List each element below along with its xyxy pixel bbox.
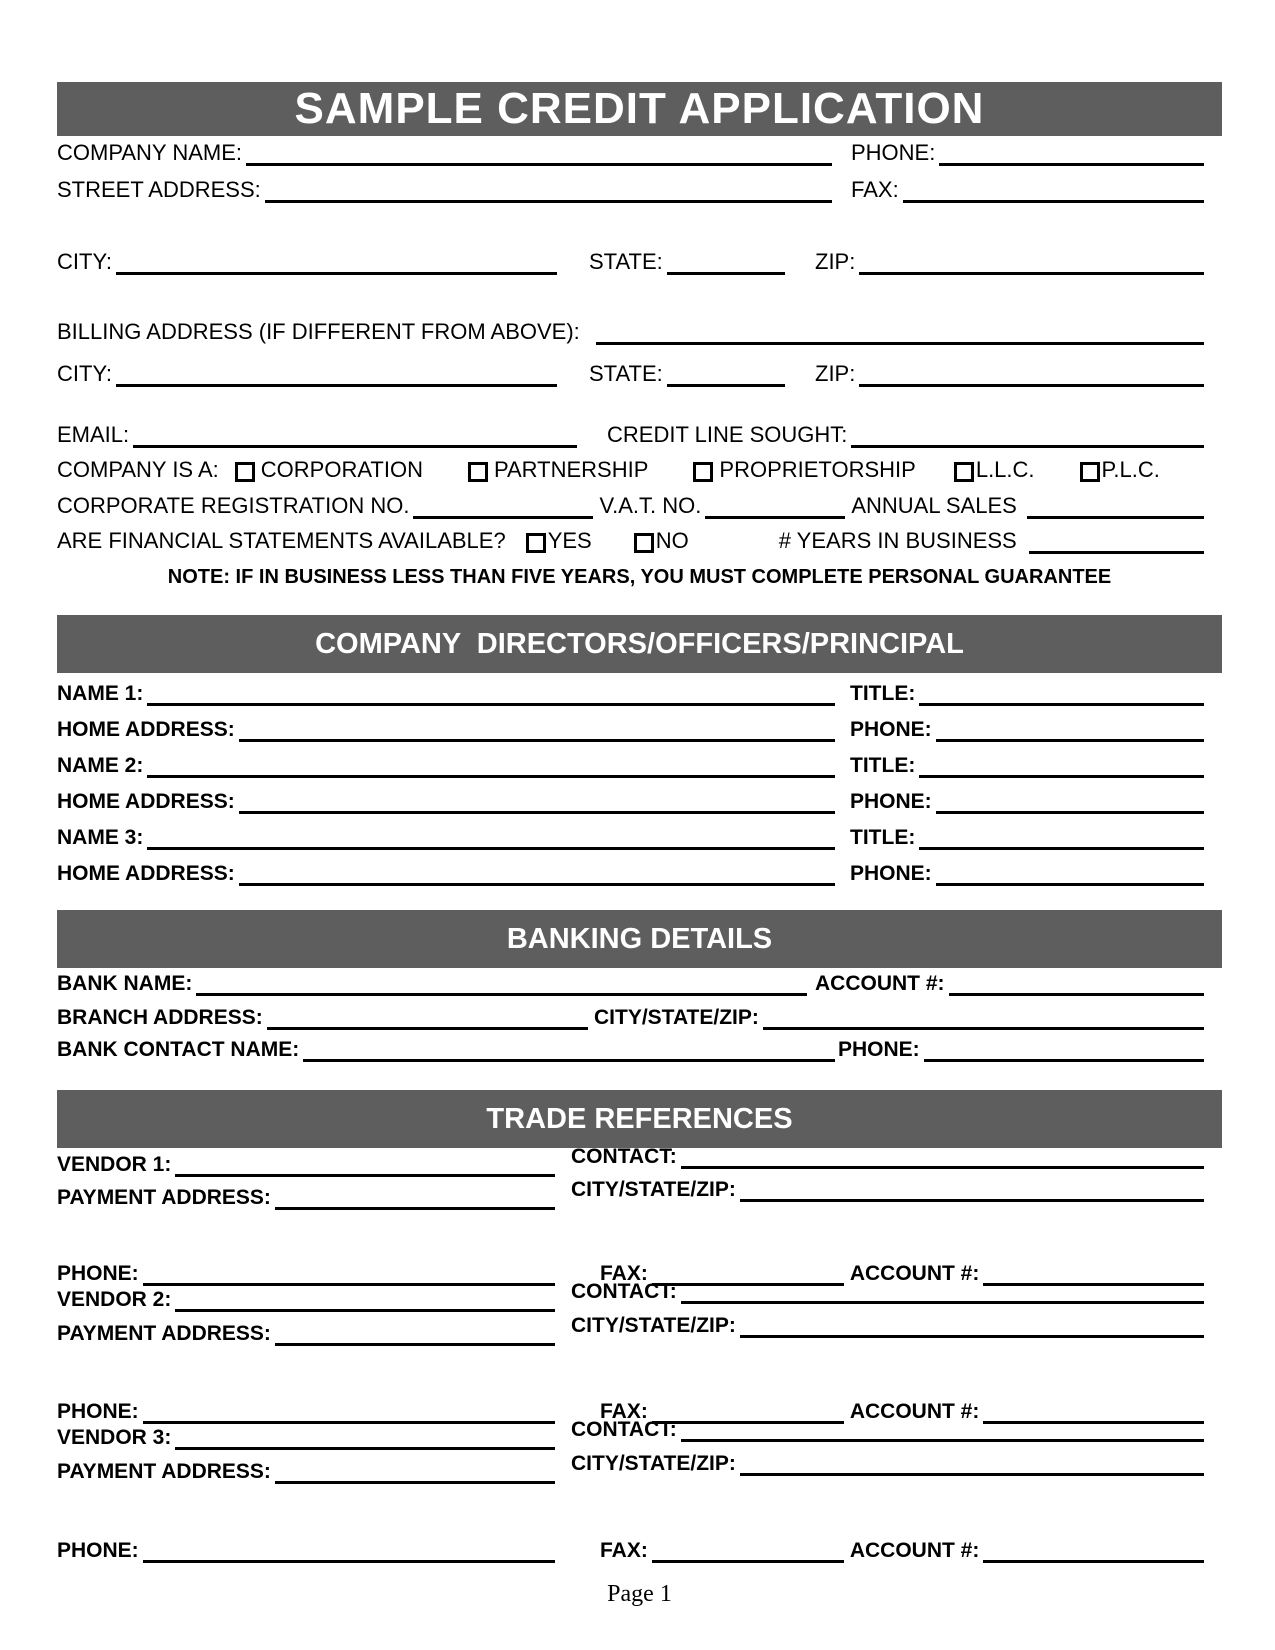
vat-line[interactable] (705, 512, 845, 519)
contact2-field (571, 1280, 1204, 1304)
bank-name-line[interactable] (196, 989, 807, 996)
billing-state-line[interactable] (667, 380, 785, 387)
corporate-registration-line[interactable] (413, 512, 593, 519)
director-phone2-field (850, 790, 1204, 814)
vendor1-fax-label: FAX: (600, 1262, 648, 1285)
yes-label: YES (547, 528, 592, 553)
vendor3-account-label: ACCOUNT #: (849, 1539, 980, 1562)
email-creditline-row (57, 422, 1222, 448)
vat-label: V.A.T. NO. (599, 493, 702, 518)
annual-sales-label: ANNUAL SALES (851, 493, 1017, 518)
bank-account-label: ACCOUNT #: (815, 972, 945, 995)
vendor1-phone-field (57, 1262, 555, 1286)
partnership-label: PARTNERSHIP (493, 457, 649, 482)
payment-address3-row (57, 1452, 1222, 1484)
state-field (589, 249, 785, 275)
no-checkbox[interactable] (634, 533, 654, 553)
director-phone3-field (850, 862, 1204, 886)
contact3-line[interactable] (681, 1435, 1204, 1442)
street-address-line[interactable] (265, 196, 832, 203)
title3-field (850, 826, 1204, 850)
financial-statements-label: ARE FINANCIAL STATEMENTS AVAILABLE? (57, 528, 506, 553)
home-address3-field (57, 862, 835, 886)
yes-option[interactable] (526, 528, 596, 554)
bank-phone-field (838, 1038, 1204, 1062)
home-address2-label: HOME ADDRESS: (57, 790, 235, 813)
annual-sales-line[interactable] (1027, 512, 1204, 519)
credit-line-line[interactable] (851, 441, 1204, 448)
vendor3-phone-row (57, 1537, 1222, 1563)
bank-citystatezip-label: CITY/STATE/ZIP: (594, 1006, 759, 1029)
payment-address3-label: PAYMENT ADDRESS: (57, 1460, 271, 1483)
credit-line-label: CREDIT LINE SOUGHT: (607, 422, 848, 447)
city-label: CITY: (57, 249, 113, 274)
vendor3-phone-line[interactable] (143, 1556, 555, 1563)
bank-contact-line[interactable] (303, 1055, 835, 1062)
company-is-a-label: COMPANY IS A: (57, 457, 219, 482)
proprietorship-label: PROPRIETORSHIP (719, 457, 916, 482)
contact1-label: CONTACT: (571, 1145, 677, 1168)
billing-address-line[interactable] (596, 338, 1204, 345)
registration-row (57, 493, 1222, 519)
contact3-label: CONTACT: (571, 1418, 677, 1441)
billing-city-line[interactable] (116, 380, 557, 387)
title2-line[interactable] (919, 771, 1204, 778)
phone-line[interactable] (939, 159, 1204, 166)
city-line[interactable] (116, 268, 557, 275)
vendor3-fax-label: FAX: (600, 1539, 648, 1562)
bank-name-label: BANK NAME: (57, 972, 193, 995)
director-phone2-line[interactable] (936, 807, 1204, 814)
home-address2-field (57, 790, 835, 814)
corporation-checkbox[interactable] (235, 462, 255, 482)
fax-field (851, 177, 1204, 203)
company-type-row (57, 457, 1222, 483)
company-name-phone-row (57, 140, 1222, 166)
years-in-business-line[interactable] (1029, 547, 1204, 554)
no-label: NO (655, 528, 689, 553)
proprietorship-option[interactable] (693, 457, 919, 483)
vendor2-fax-label: FAX: (600, 1400, 648, 1423)
billing-city-state-zip-row (57, 361, 1222, 387)
vendor2-label: VENDOR 2: (57, 1288, 172, 1311)
home-address2-row (57, 788, 1222, 814)
payment-address2-line[interactable] (275, 1339, 555, 1346)
billing-address-label: BILLING ADDRESS (IF DIFFERENT FROM ABOVE): (57, 319, 580, 344)
branch-address-line[interactable] (267, 1023, 588, 1030)
billing-state-field (589, 361, 785, 387)
company-name-line[interactable] (246, 159, 832, 166)
fax-label: FAX: (851, 177, 899, 202)
vendor2-line[interactable] (175, 1305, 555, 1312)
plc-label: P.L.C. (1101, 457, 1160, 482)
payment-address2-row (57, 1314, 1222, 1346)
branch-address-label: BRANCH ADDRESS: (57, 1006, 263, 1029)
name3-field (57, 826, 835, 850)
vendor1-citystatezip-line[interactable] (740, 1195, 1204, 1202)
llc-checkbox[interactable] (954, 462, 974, 482)
vendor2-citystatezip-field (571, 1314, 1204, 1338)
section-directors-header: COMPANY DIRECTORS/OFFICERS/PRINCIPAL (57, 615, 1222, 673)
page-number: Page 1 (607, 1581, 672, 1607)
street-fax-row (57, 177, 1222, 203)
vendor2-phone-field (57, 1400, 555, 1424)
contact2-line[interactable] (681, 1297, 1204, 1304)
plc-checkbox[interactable] (1080, 462, 1100, 482)
vendor1-field (57, 1153, 555, 1177)
bank-phone-label: PHONE: (838, 1038, 920, 1061)
proprietorship-checkbox[interactable] (693, 462, 713, 482)
fax-line[interactable] (903, 196, 1204, 203)
vendor3-label: VENDOR 3: (57, 1426, 172, 1449)
billing-zip-label: ZIP: (815, 361, 856, 386)
vendor1-label: VENDOR 1: (57, 1153, 172, 1176)
zip-line[interactable] (859, 268, 1204, 275)
bank-account-line[interactable] (949, 989, 1205, 996)
street-address-label: STREET ADDRESS: (57, 177, 261, 202)
street-address-field (57, 177, 832, 203)
vendor1-row (57, 1145, 1222, 1177)
home-address1-field (57, 718, 835, 742)
email-label: EMAIL: (57, 422, 130, 447)
home-address1-row (57, 716, 1222, 742)
director-phone3-line[interactable] (936, 879, 1204, 886)
contact1-line[interactable] (681, 1162, 1204, 1169)
note-text: NOTE: IF IN BUSINESS LESS THAN FIVE YEARS, YOU MUST COMPLETE PERSONAL GUARANTEE (167, 566, 1112, 588)
vendor3-phone-label: PHONE: (57, 1539, 139, 1562)
corporation-label: CORPORATION (260, 457, 423, 482)
billing-city-label: CITY: (57, 361, 113, 386)
contact3-field (571, 1418, 1204, 1442)
vendor2-phone-line[interactable] (143, 1417, 555, 1424)
form-title: SAMPLE CREDIT APPLICATION (57, 82, 1222, 136)
bank-citystatezip-line[interactable] (763, 1023, 1204, 1030)
zip-field (815, 249, 1204, 275)
title1-line[interactable] (919, 699, 1204, 706)
state-line[interactable] (667, 268, 785, 275)
company-name-label: COMPANY NAME: (57, 140, 242, 165)
email-field (57, 422, 577, 448)
vendor1-phone-line[interactable] (143, 1279, 555, 1286)
name1-row (57, 680, 1222, 706)
name1-field (57, 682, 835, 706)
vendor1-line[interactable] (175, 1170, 555, 1177)
payment-address3-line[interactable] (275, 1477, 555, 1484)
name2-line[interactable] (147, 771, 835, 778)
name1-label: NAME 1: (57, 682, 144, 705)
vendor3-row (57, 1418, 1222, 1450)
years-in-business-label: # YEARS IN BUSINESS (778, 528, 1017, 553)
corporate-registration-label: CORPORATE REGISTRATION NO. (57, 493, 410, 518)
bank-citystatezip-field (594, 1006, 1204, 1030)
vendor3-line[interactable] (175, 1443, 555, 1450)
llc-label: L.L.C. (975, 457, 1035, 482)
vendor2-row (57, 1280, 1222, 1312)
billing-zip-field (815, 361, 1204, 387)
vendor3-phone-field (57, 1539, 555, 1563)
title1-field (850, 682, 1204, 706)
vendor1-phone-label: PHONE: (57, 1262, 139, 1285)
title1-label: TITLE: (850, 682, 916, 705)
vendor1-citystatezip-field (571, 1178, 1204, 1202)
vendor3-fax-line[interactable] (652, 1556, 844, 1563)
bank-phone-line[interactable] (924, 1055, 1204, 1062)
vendor2-citystatezip-line[interactable] (740, 1331, 1204, 1338)
payment-address1-row (57, 1178, 1222, 1210)
branch-address-row (57, 1004, 1222, 1030)
vendor3-citystatezip-line[interactable] (740, 1469, 1204, 1476)
bank-name-row (57, 970, 1222, 996)
bank-account-field (815, 972, 1204, 996)
director-phone1-label: PHONE: (850, 718, 932, 741)
name1-line[interactable] (147, 699, 835, 706)
llc-option[interactable] (954, 457, 1039, 483)
name2-row (57, 752, 1222, 778)
payment-address2-label: PAYMENT ADDRESS: (57, 1322, 271, 1345)
director-phone1-field (850, 718, 1204, 742)
home-address3-row (57, 860, 1222, 886)
corporation-option[interactable] (235, 457, 427, 483)
phone-field (851, 140, 1204, 166)
partnership-option[interactable] (468, 457, 652, 483)
payment-address1-field (57, 1186, 555, 1210)
billing-state-label: STATE: (589, 361, 663, 386)
bank-contact-field (57, 1038, 835, 1062)
zip-label: ZIP: (815, 249, 856, 274)
state-label: STATE: (589, 249, 663, 274)
director-phone3-label: PHONE: (850, 862, 932, 885)
title2-label: TITLE: (850, 754, 916, 777)
branch-address-field (57, 1006, 588, 1030)
section-trade-header: TRADE REFERENCES (57, 1090, 1222, 1148)
vendor1-citystatezip-label: CITY/STATE/ZIP: (571, 1178, 736, 1201)
name3-line[interactable] (147, 843, 835, 850)
home-address2-line[interactable] (239, 807, 835, 814)
home-address3-line[interactable] (239, 879, 835, 886)
vendor2-phone-label: PHONE: (57, 1400, 139, 1423)
billing-city-field (57, 361, 557, 387)
vendor3-citystatezip-label: CITY/STATE/ZIP: (571, 1452, 736, 1475)
section-banking-header: BANKING DETAILS (57, 910, 1222, 968)
home-address1-label: HOME ADDRESS: (57, 718, 235, 741)
bank-name-field (57, 972, 807, 996)
name2-field (57, 754, 835, 778)
director-phone2-label: PHONE: (850, 790, 932, 813)
name3-label: NAME 3: (57, 826, 144, 849)
title3-line[interactable] (919, 843, 1204, 850)
financial-statements-row (57, 528, 1222, 554)
name3-row (57, 824, 1222, 850)
email-line[interactable] (133, 441, 577, 448)
payment-address3-field (57, 1460, 555, 1484)
vendor3-account-line[interactable] (983, 1556, 1204, 1563)
billing-zip-line[interactable] (859, 380, 1204, 387)
title3-label: TITLE: (850, 826, 916, 849)
payment-address1-line[interactable] (275, 1203, 555, 1210)
name2-label: NAME 2: (57, 754, 144, 777)
vendor1-account-label: ACCOUNT #: (849, 1262, 980, 1285)
partnership-checkbox[interactable] (468, 462, 488, 482)
no-option[interactable] (634, 528, 693, 554)
vendor2-citystatezip-label: CITY/STATE/ZIP: (571, 1314, 736, 1337)
credit-line-field (607, 422, 1204, 448)
city-field (57, 249, 557, 275)
phone-label: PHONE: (851, 140, 936, 165)
bank-contact-label: BANK CONTACT NAME: (57, 1038, 300, 1061)
contact1-field (571, 1145, 1204, 1169)
billing-address-row (57, 319, 1222, 345)
plc-option[interactable] (1080, 457, 1164, 483)
home-address3-label: HOME ADDRESS: (57, 862, 235, 885)
director-phone1-line[interactable] (936, 735, 1204, 742)
title2-field (850, 754, 1204, 778)
vendor2-account-label: ACCOUNT #: (849, 1400, 980, 1423)
vendor3-citystatezip-field (571, 1452, 1204, 1476)
company-name-field (57, 140, 832, 166)
vendor2-field (57, 1288, 555, 1312)
home-address1-line[interactable] (239, 735, 835, 742)
vendor3-field (57, 1426, 555, 1450)
contact2-label: CONTACT: (571, 1280, 677, 1303)
payment-address2-field (57, 1322, 555, 1346)
bank-contact-row (57, 1036, 1222, 1062)
yes-checkbox[interactable] (526, 533, 546, 553)
city-state-zip-row (57, 249, 1222, 275)
payment-address1-label: PAYMENT ADDRESS: (57, 1186, 271, 1209)
